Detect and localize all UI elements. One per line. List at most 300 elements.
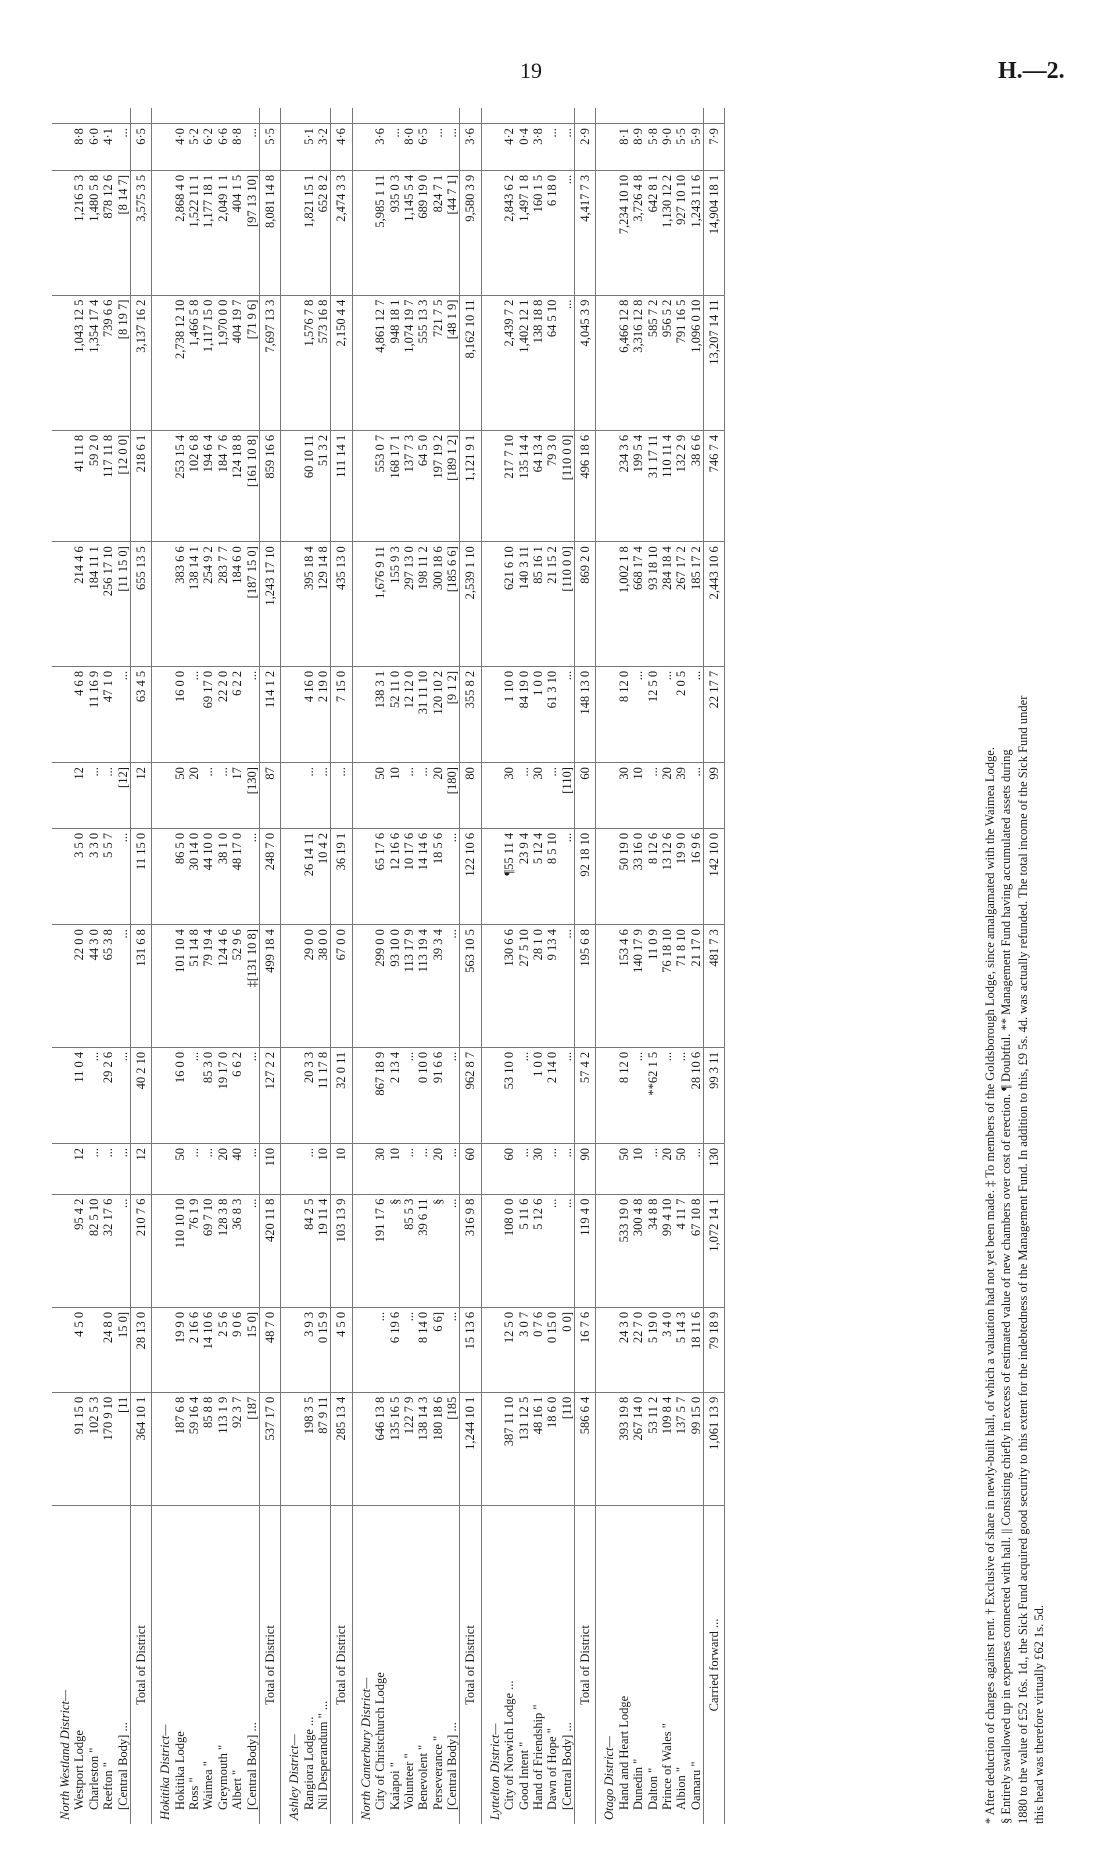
table-row <box>316 108 331 1824</box>
table-cell: 6·5 <box>130 124 151 171</box>
row-label: Westport Lodge <box>72 1730 87 1810</box>
table-cell: 14,904 18 1 <box>704 170 725 295</box>
table-cell: 30 <box>531 763 545 829</box>
table-row <box>646 108 660 1824</box>
table-cell: 210 7 6 <box>130 1194 151 1307</box>
table-cell: 50 <box>373 763 387 829</box>
table-cell: 8 12 0 <box>617 1047 631 1143</box>
table-cell <box>373 108 387 124</box>
table-cell <box>281 666 302 762</box>
table-cell: 153 4 6 <box>617 925 631 1048</box>
table-cell: 6 6 2 <box>230 1047 244 1143</box>
row-label: Dunedin " <box>631 1758 646 1810</box>
table-cell: ... <box>445 1047 460 1143</box>
table-cell: 299 0 0 <box>373 925 387 1048</box>
table-cell: 10 <box>388 1144 402 1195</box>
table-cell: ... <box>187 1047 201 1143</box>
table-cell <box>352 1047 373 1143</box>
table-cell: 50 <box>173 763 187 829</box>
table-cell: ... <box>560 295 575 430</box>
table-cell <box>281 170 302 295</box>
footnote-line: * After deduction of charges against rent. † Exclusive of share in newly-built hall, of which a valuation had not yet been made. ‡ To members of the Goldsborough Lodge, since amalgamated with the Waimea Lodge. <box>983 747 997 1824</box>
table-cell: 69 17 0 <box>201 666 215 762</box>
table-cell: 120 10 2 <box>431 666 445 762</box>
table-cell: 52 9 6 <box>230 925 244 1048</box>
total-row <box>331 108 352 1824</box>
table-cell: [48 1 9] <box>445 295 460 430</box>
table-cell: 14 14 6 <box>416 828 430 924</box>
table-cell: 26 14 11 <box>302 828 316 924</box>
table-cell: 668 17 4 <box>631 542 645 667</box>
table-cell: 20 <box>431 1144 445 1195</box>
page-number: 19 <box>520 58 542 83</box>
table-cell: 824 7 1 <box>431 170 445 295</box>
row-label: Charleston " <box>86 1747 101 1810</box>
table-cell: 16 7 6 <box>575 1307 596 1392</box>
table-cell: 130 <box>704 1144 725 1195</box>
table-cell: ... <box>689 1144 704 1195</box>
row-label: [Central Body] ... <box>559 1722 574 1810</box>
table-cell: 4 11 7 <box>674 1194 688 1307</box>
table-cell: 3,137 16 2 <box>130 295 151 430</box>
row-label: [Central Body] ... <box>115 1722 130 1810</box>
table-cell: 395 18 4 <box>302 542 316 667</box>
table-cell <box>481 124 502 171</box>
table-cell: 63 4 5 <box>130 666 151 762</box>
row-label: Benevolent " <box>416 1744 431 1810</box>
table-cell <box>152 1144 173 1195</box>
table-cell: 48 16 1 <box>531 1392 545 1505</box>
table-cell: 2,539 1 10 <box>460 542 481 667</box>
table-cell: 1,072 14 1 <box>704 1194 725 1307</box>
table-cell: 138 14 1 <box>187 542 201 667</box>
table-cell: 113 17 9 <box>402 925 416 1048</box>
table-cell: 2,738 12 10 <box>173 295 187 430</box>
table-row <box>617 108 631 1824</box>
table-cell <box>152 763 173 829</box>
table-cell <box>52 828 72 924</box>
table-cell: ... <box>245 1047 260 1143</box>
table-cell <box>689 108 704 124</box>
table-cell <box>52 666 72 762</box>
row-label: Rangiora Lodge ... <box>301 1716 316 1810</box>
table-cell <box>52 1392 72 1505</box>
table-cell: 41 11 8 <box>72 430 86 541</box>
row-label: Albert " <box>230 1769 245 1810</box>
table-cell <box>674 108 688 124</box>
table-cell: 7,697 13 3 <box>259 295 280 430</box>
table-row <box>302 108 316 1824</box>
table-cell: 59 2 0 <box>87 430 101 541</box>
total-row <box>460 108 481 1824</box>
table-cell: 12 <box>130 763 151 829</box>
table-cell: 50 <box>674 1144 688 1195</box>
table-cell: 5·5 <box>674 124 688 171</box>
table-cell <box>281 1307 302 1392</box>
table-row <box>388 108 402 1824</box>
table-cell: 85 3 0 <box>201 1047 215 1143</box>
table-cell: 187 6 8 <box>173 1392 187 1505</box>
district-heading-row <box>52 108 72 1824</box>
table-cell: ... <box>445 1144 460 1195</box>
table-cell: ... <box>517 1144 531 1195</box>
table-cell: ‡[131 10 8] <box>245 925 260 1048</box>
rotated-page-body <box>52 108 1062 1824</box>
table-cell: 8 12 0 <box>617 666 631 762</box>
row-label: Prince of Wales " <box>659 1723 674 1810</box>
table-cell: 138 14 3 <box>416 1392 430 1505</box>
table-cell: 50 <box>617 1144 631 1195</box>
table-cell: 248 7 0 <box>259 828 280 924</box>
table-cell <box>481 666 502 762</box>
table-cell: ... <box>216 763 230 829</box>
table-cell: 2 5 6 <box>216 1307 230 1392</box>
table-cell: 4 6 8 <box>72 666 86 762</box>
table-cell: 5 12 4 <box>531 828 545 924</box>
row-label: City of Christchurch Lodge <box>373 1672 388 1810</box>
table-cell <box>481 763 502 829</box>
table-cell: 198 3 5 <box>302 1392 316 1505</box>
table-cell <box>481 1307 502 1392</box>
table-cell: ... <box>187 666 201 762</box>
table-cell: 8·0 <box>402 124 416 171</box>
row-label: Hand and Heart Lodge <box>616 1695 631 1810</box>
row-label: Hand of Friendship " <box>530 1704 545 1810</box>
table-cell: 22 0 0 <box>72 925 86 1048</box>
table-cell: 148 13 0 <box>575 666 596 762</box>
table-row <box>545 108 559 1824</box>
table-cell: **62 1 5 <box>646 1047 660 1143</box>
table-cell: 387 11 10 <box>502 1392 516 1505</box>
table-cell: 9 0 6 <box>230 1307 244 1392</box>
table-cell <box>281 295 302 430</box>
table-cell: 142 10 0 <box>704 828 725 924</box>
table-cell <box>52 430 72 541</box>
table-cell: 533 19 0 <box>617 1194 631 1307</box>
table-cell: ... <box>116 1047 131 1143</box>
table-cell: 110 11 4 <box>660 430 674 541</box>
table-cell: 87 9 11 <box>316 1392 331 1505</box>
table-cell <box>245 108 260 124</box>
table-cell <box>596 1307 617 1392</box>
table-cell: 129 14 8 <box>316 542 331 667</box>
table-cell: 59 16 4 <box>187 1392 201 1505</box>
table-cell: 859 16 6 <box>259 430 280 541</box>
table-cell: 1,522 11 1 <box>187 170 201 295</box>
table-cell: ... <box>101 763 115 829</box>
table-cell: 555 13 3 <box>416 295 430 430</box>
table-cell <box>481 430 502 541</box>
table-cell: [185 <box>445 1392 460 1505</box>
table-cell: 253 15 4 <box>173 430 187 541</box>
table-cell: ... <box>416 1144 430 1195</box>
table-cell <box>281 828 302 924</box>
table-cell: 2,843 6 2 <box>502 170 516 295</box>
table-cell: 22 2 0 <box>216 666 230 762</box>
table-cell: 91 15 0 <box>72 1392 86 1505</box>
table-cell: 52 11 0 <box>388 666 402 762</box>
table-cell: 3 5 0 <box>72 828 86 924</box>
table-cell <box>596 1392 617 1505</box>
table-cell <box>281 1392 302 1505</box>
table-cell: 32 17 6 <box>101 1194 115 1307</box>
table-cell: 6·6 <box>216 124 230 171</box>
table-cell: 935 0 3 <box>388 170 402 295</box>
row-label: Carried forward ... <box>704 1506 725 1825</box>
table-cell: 499 18 4 <box>259 925 280 1048</box>
table-cell <box>52 763 72 829</box>
table-cell: 101 10 4 <box>173 925 187 1048</box>
table-cell <box>281 108 302 124</box>
table-cell <box>352 1307 373 1392</box>
table-cell: 6 19 6 <box>388 1307 402 1392</box>
row-label: Reefton " <box>101 1762 116 1810</box>
row-label: Nil Desperandum " ... <box>316 1700 330 1810</box>
table-cell: 21 17 0 <box>689 925 704 1048</box>
table-cell <box>152 542 173 667</box>
table-cell <box>575 108 596 124</box>
table-cell: 30 <box>373 1144 387 1195</box>
table-cell: 138 3 1 <box>373 666 387 762</box>
table-cell <box>704 108 725 124</box>
district-heading-row <box>281 108 302 1824</box>
footnote-line: 1880 to the value of £52 16s. 1d., the Sick Fund acquired good security to this extent for the indebtedness of the Management Fund. In addition to this, £9 5s. 4d. was actually refunded. The total income of the Sick Fund under <box>1015 695 1030 1824</box>
table-cell: ... <box>245 1144 260 1195</box>
table-cell <box>52 1144 72 1195</box>
table-cell: ... <box>445 1194 460 1307</box>
table-cell: 2 13 4 <box>388 1047 402 1143</box>
table-cell: ... <box>560 1047 575 1143</box>
table-cell: 79 19 4 <box>201 925 215 1048</box>
table-cell <box>352 542 373 667</box>
table-cell: 7·9 <box>704 124 725 171</box>
table-cell: 5,985 1 11 <box>373 170 387 295</box>
table-cell: 2 14 0 <box>545 1047 559 1143</box>
table-cell: 117 11 8 <box>101 430 115 541</box>
table-cell: 1,402 12 1 <box>517 295 531 430</box>
table-cell: § <box>388 1194 402 1307</box>
table-cell <box>352 666 373 762</box>
table-cell: 11 0 4 <box>72 1047 86 1143</box>
table-cell: 8,162 10 11 <box>460 295 481 430</box>
table-cell <box>481 295 502 430</box>
table-cell: 1,145 5 4 <box>402 170 416 295</box>
table-cell: 39 6 11 <box>416 1194 430 1307</box>
table-cell: 53 10 0 <box>502 1047 516 1143</box>
table-cell: 109 8 4 <box>660 1392 674 1505</box>
table-cell: 1,354 17 4 <box>87 295 101 430</box>
table-cell: 927 10 10 <box>674 170 688 295</box>
table-cell: ... <box>560 124 575 171</box>
table-cell <box>281 430 302 541</box>
table-cell: 316 9 8 <box>460 1194 481 1307</box>
row-label: Waimea " <box>201 1761 216 1810</box>
table-cell <box>481 1194 502 1307</box>
table-cell: 4 5 0 <box>331 1307 352 1392</box>
table-cell: ... <box>87 1144 101 1195</box>
table-cell: 20 <box>660 763 674 829</box>
table-cell: 435 13 0 <box>331 542 352 667</box>
table-cell: 2,474 3 3 <box>331 170 352 295</box>
table-cell: 13 12 6 <box>660 828 674 924</box>
table-cell: 17 <box>230 763 244 829</box>
table-cell: 22 7 0 <box>631 1307 645 1392</box>
table-cell: 1,216 5 3 <box>72 170 86 295</box>
table-row <box>674 108 688 1824</box>
table-cell: 184 6 0 <box>230 542 244 667</box>
table-row <box>431 108 445 1824</box>
table-cell: 48 7 0 <box>259 1307 280 1392</box>
row-label: Total of District <box>575 1506 596 1825</box>
table-cell: 76 1 9 <box>187 1194 201 1307</box>
table-cell: 24 8 0 <box>101 1307 115 1392</box>
table-cell: 0 10 0 <box>416 1047 430 1143</box>
table-cell: ... <box>689 763 704 829</box>
row-label: Greymouth " <box>215 1744 230 1810</box>
table-cell <box>596 430 617 541</box>
table-cell: 33 16 0 <box>631 828 645 924</box>
table-cell: [187 15 0] <box>245 542 260 667</box>
table-cell: 2 0 5 <box>674 666 688 762</box>
table-cell <box>660 108 674 124</box>
table-cell: 57 4 2 <box>575 1047 596 1143</box>
table-cell: 16 0 0 <box>173 666 187 762</box>
table-cell <box>352 1194 373 1307</box>
table-cell: 99 15 0 <box>689 1392 704 1505</box>
table-cell: 878 12 6 <box>101 170 115 295</box>
table-cell: 585 7 2 <box>646 295 660 430</box>
table-cell: ... <box>201 1144 215 1195</box>
table-cell: ... <box>116 124 131 171</box>
table-cell: 948 18 1 <box>388 295 402 430</box>
table-cell: 553 0 7 <box>373 430 387 541</box>
table-cell: 60 10 11 <box>302 430 316 541</box>
table-cell: 1,074 19 7 <box>402 295 416 430</box>
table-cell: 30 14 0 <box>187 828 201 924</box>
table-cell <box>545 108 559 124</box>
table-cell: 12 5 0 <box>646 666 660 762</box>
table-cell: 2,868 4 0 <box>173 170 187 295</box>
table-cell: 64 13 4 <box>531 430 545 541</box>
table-cell: 4,045 3 9 <box>575 295 596 430</box>
table-cell <box>87 1307 101 1392</box>
table-cell: 4,417 7 3 <box>575 170 596 295</box>
table-cell: 2,439 7 2 <box>502 295 516 430</box>
row-label: Total of District <box>130 1506 151 1825</box>
table-cell <box>116 108 131 124</box>
table-cell: 5·5 <box>259 124 280 171</box>
table-cell <box>596 925 617 1048</box>
table-cell: 404 19 7 <box>230 295 244 430</box>
table-cell: ... <box>331 763 352 829</box>
table-cell: 721 7 5 <box>431 295 445 430</box>
district-heading-row <box>596 108 617 1824</box>
table-cell: ... <box>689 666 704 762</box>
table-cell: 18 11 6 <box>689 1307 704 1392</box>
table-cell: 8,081 14 8 <box>259 170 280 295</box>
table-cell: 746 7 4 <box>704 430 725 541</box>
table-cell: ... <box>402 1307 416 1392</box>
table-cell: 481 7 3 <box>704 925 725 1048</box>
table-cell: 40 <box>230 1144 244 1195</box>
table-cell: 297 13 0 <box>402 542 416 667</box>
table-cell: 214 4 6 <box>72 542 86 667</box>
table-cell: [97 13 10] <box>245 170 260 295</box>
table-cell: 6·0 <box>87 124 101 171</box>
table-cell: 0·4 <box>517 124 531 171</box>
table-cell: 191 17 6 <box>373 1194 387 1307</box>
table-cell: 128 3 8 <box>216 1194 230 1307</box>
table-cell: 170 9 10 <box>101 1392 115 1505</box>
table-cell: 23 9 4 <box>517 828 531 924</box>
table-cell: 93 18 10 <box>646 542 660 667</box>
table-cell: 34 8 8 <box>646 1194 660 1307</box>
table-cell: 15 0] <box>245 1307 260 1392</box>
table-cell: 39 3 4 <box>431 925 445 1048</box>
table-cell <box>481 542 502 667</box>
table-cell <box>431 108 445 124</box>
table-cell <box>152 170 173 295</box>
table-cell <box>52 124 72 171</box>
table-cell <box>481 828 502 924</box>
table-cell: 113 1 9 <box>216 1392 230 1505</box>
table-cell: ... <box>116 666 131 762</box>
table-cell: 127 2 2 <box>259 1047 280 1143</box>
table-cell: 38 1 0 <box>216 828 230 924</box>
table-cell: [11 15 0] <box>116 542 131 667</box>
table-cell: 1,576 7 8 <box>302 295 316 430</box>
table-cell: 22 17 7 <box>704 666 725 762</box>
table-cell: 217 7 10 <box>502 430 516 541</box>
table-cell: 60 <box>460 1144 481 1195</box>
table-cell <box>402 108 416 124</box>
table-cell: 76 18 10 <box>660 925 674 1048</box>
row-label: Albion " <box>674 1767 689 1810</box>
lodge-accounts-table <box>52 108 725 1824</box>
row-label: Good Intent " <box>516 1741 531 1810</box>
table-cell: ... <box>245 124 260 171</box>
table-cell: 5 19 0 <box>646 1307 660 1392</box>
table-cell: [189 1 2] <box>445 430 460 541</box>
table-row <box>87 108 101 1824</box>
row-label: Hokitika Lodge <box>172 1731 187 1810</box>
table-cell: 132 2 9 <box>674 430 688 541</box>
table-cell <box>646 108 660 124</box>
table-cell: [8 14 7] <box>116 170 131 295</box>
table-row <box>116 108 131 1824</box>
table-cell <box>187 108 201 124</box>
table-cell <box>560 108 575 124</box>
table-cell: 19 17 0 <box>216 1047 230 1143</box>
table-cell: 7,234 10 10 <box>617 170 631 295</box>
table-cell: 7 15 0 <box>331 666 352 762</box>
table-cell: 51 14 8 <box>187 925 201 1048</box>
table-cell: 285 13 4 <box>331 1392 352 1505</box>
table-row <box>187 108 201 1824</box>
table-cell: ... <box>373 1307 387 1392</box>
table-cell <box>130 108 151 124</box>
table-cell: 50 19 0 <box>617 828 631 924</box>
table-cell: [185 6 6] <box>445 542 460 667</box>
table-cell: 65 3 8 <box>101 925 115 1048</box>
table-cell: [110 0 0] <box>560 430 575 541</box>
table-cell: 20 3 3 <box>302 1047 316 1143</box>
table-cell: 19 11 4 <box>316 1194 331 1307</box>
table-cell: ... <box>545 763 559 829</box>
table-cell: ... <box>545 124 559 171</box>
table-cell <box>481 1047 502 1143</box>
table-cell: 0 7 6 <box>531 1307 545 1392</box>
